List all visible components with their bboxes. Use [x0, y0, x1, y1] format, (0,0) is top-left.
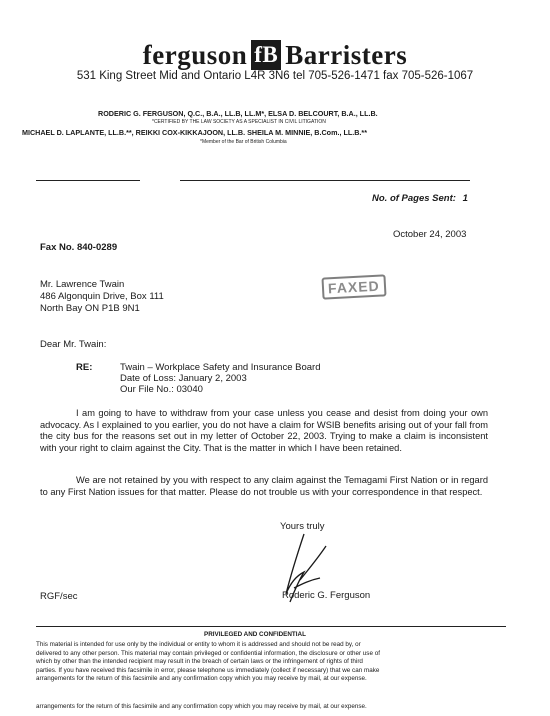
re-subject: Twain – Workplace Safety and Insurance Board	[120, 362, 321, 373]
firm-name-left: ferguson	[142, 40, 248, 70]
staff-note-2: *Member of the Bar of British Columbia	[200, 139, 287, 145]
recipient-city: North Bay ON P1B 9N1	[40, 303, 140, 314]
paragraph-2: We are not retained by you with respect to any claim against the Temagami First Nation or in regard to any First Nation issues for that matter. Please do not trouble us with your correspondence in that respect.	[40, 475, 488, 497]
letter-date: October 24, 2003	[393, 229, 467, 240]
footer-line-1: This material is intended for use only by the individual or entity to whom it is addressed and should not be read by, or	[36, 641, 361, 648]
staff-note-1: *CERTIFIED BY THE LAW SOCIETY AS A SPECIALIST IN CIVIL LITIGATION	[152, 119, 326, 125]
re-file-number: Our File No.: 03040	[120, 384, 203, 395]
firm-address: 531 King Street Mid and Ontario L4R 3N6 tel 705-526-1471 fax 705-526-1067	[76, 70, 474, 82]
recipient-street: 486 Algonquin Drive, Box 111	[40, 291, 164, 302]
faxed-stamp: FAXED	[321, 274, 386, 299]
re-date-of-loss: Date of Loss: January 2, 2003	[120, 373, 247, 384]
footer-line-6: arrangements for the return of this facsimile and any confirmation copy which you may receive by mail, at our expense.	[36, 703, 367, 710]
recipient-name: Mr. Lawrence Twain	[40, 279, 125, 290]
footer-line-5: arrangements for the return of this facsimile and any confirmation copy which you may receive by mail, at our expense.	[36, 675, 367, 683]
footer-line-2: delivered to any other person. This material may contain privileged or confidential information, the disclosure or other use of	[36, 649, 380, 657]
staff-line-2: MICHAEL D. LAPLANTE, LL.B.**, REIKKI COX-KIKKAJOON, LL.B. SHEILA M. MINNIE, B.Com., LL.B.**	[22, 128, 368, 137]
salutation: Dear Mr. Twain:	[40, 339, 107, 350]
header-rule-right	[180, 180, 470, 181]
firm-name-right: Barristers	[285, 40, 408, 70]
signer-name: Roderic G. Ferguson	[282, 590, 371, 601]
re-label: RE:	[76, 362, 93, 373]
pages-sent-value: 1	[462, 193, 468, 204]
fax-number: Fax No. 840-0289	[40, 242, 118, 253]
pages-sent	[372, 193, 468, 204]
footer-heading: PRIVILEGED AND CONFIDENTIAL	[204, 631, 306, 638]
firm-logo: fB	[251, 40, 281, 70]
footer-line-3: which by other than the intended recipient may result in the breach of certain laws or the infringement of rights of third	[36, 658, 363, 666]
staff-line-1: RODERIC G. FERGUSON, Q.C., B.A., LL.B, LL.M*, ELSA D. BELCOURT, B.A., LL.B.	[98, 109, 378, 118]
footer-line-4: parties. If you have received this facsimile in error, please telephone us immediately (collect if necessary) that we can make	[36, 666, 380, 674]
closing: Yours truly	[280, 521, 325, 532]
firm-name	[0, 40, 550, 71]
header-rule-left	[36, 180, 140, 181]
pages-sent-label: No. of Pages Sent:	[372, 193, 456, 204]
typist-initials: RGF/sec	[40, 591, 78, 602]
paragraph-1: I am going to have to withdraw from your case unless you cease and desist from doing your own advocacy. As I explained to you earlier, you do not have a claim for WSIB benefits arising out of your fall from the city bus for the reasons set out in my letter of October 22, 2003. Trying to make a claim is inconsistent with your right to claim against the City. That is the matter in which I have been retained.	[40, 408, 488, 453]
footer-rule	[36, 626, 506, 627]
